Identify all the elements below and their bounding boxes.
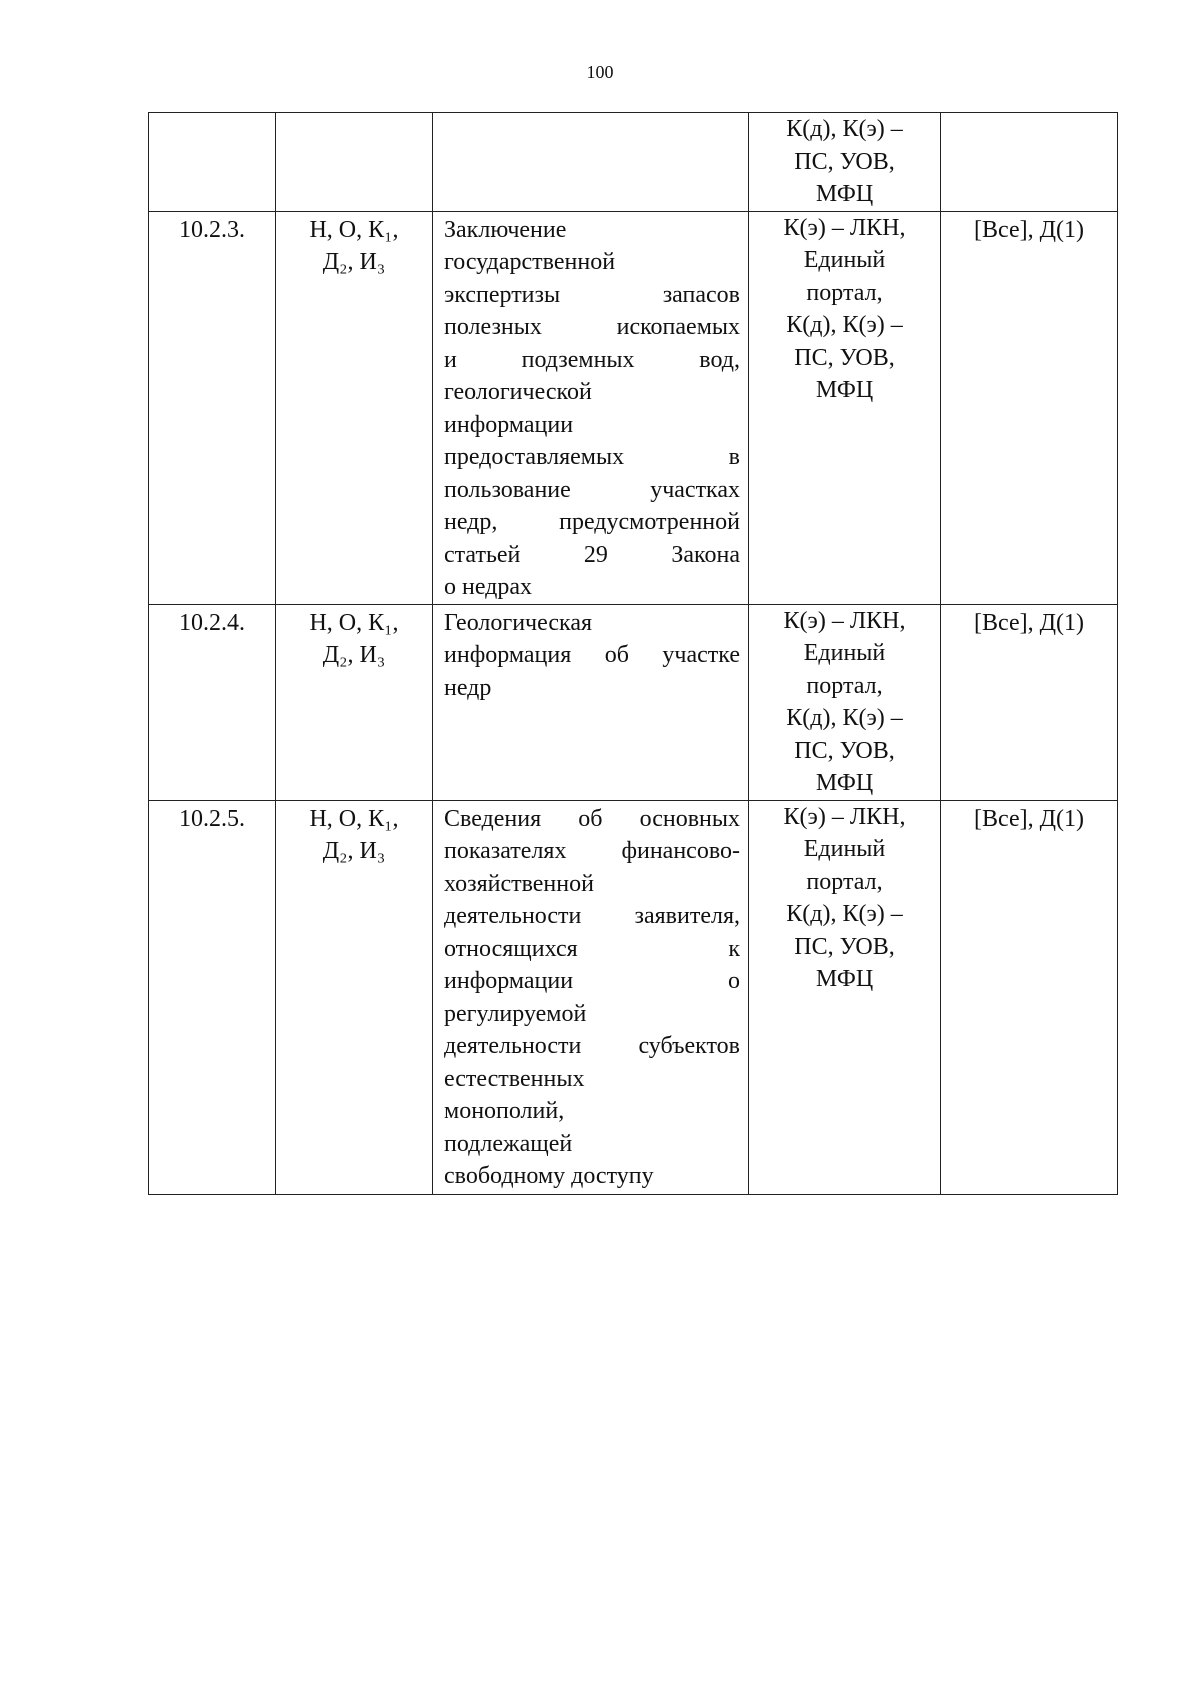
row-access: [Все], Д(1) (941, 211, 1118, 604)
row-description (433, 800, 749, 1194)
description-line: показателях финансово- (444, 838, 740, 864)
description-line: геологической (444, 379, 592, 405)
description-line: государственной (444, 249, 616, 275)
channel-line: МФЦ (815, 966, 874, 992)
row-number: 10.2.5. (149, 800, 276, 1194)
row-codes (276, 113, 433, 212)
row-codes (276, 211, 433, 604)
channel-line: Единый (803, 247, 886, 273)
page-number: 100 (586, 62, 614, 82)
row-channels (749, 211, 941, 604)
table-row (149, 800, 1118, 1194)
description-line: экспертизы запасов (444, 281, 740, 308)
channel-line: К(д), К(э) – (786, 705, 903, 731)
description-line: Геологическая (444, 609, 593, 636)
description-line: Сведения об основных (444, 805, 740, 832)
channel-line: К(д), К(э) – (786, 312, 903, 338)
description-line: монополий, (444, 1098, 565, 1124)
row-number: 10.2.3. (149, 211, 276, 604)
description-line: естественных (444, 1065, 585, 1092)
channel-line: портал, (806, 672, 883, 699)
description-line: деятельности заявителя, (444, 903, 740, 929)
description-line: о недрах (444, 574, 533, 600)
row-codes (276, 604, 433, 800)
description-line: статьей 29 Закона (444, 541, 740, 568)
description-line: относящихся к (444, 935, 740, 962)
description-line: предоставляемых в (444, 444, 740, 470)
channel-line: К(э) – ЛКН, (783, 607, 906, 634)
row-channels (749, 800, 941, 1194)
description-line: деятельности субъектов (444, 1033, 740, 1059)
description-line: Заключение (444, 216, 567, 243)
description-line: информация об участке (444, 642, 740, 668)
description-line: подлежащей (444, 1130, 573, 1157)
description-line: и подземных вод, (444, 346, 740, 373)
row-access: [Все], Д(1) (941, 800, 1118, 1194)
channel-line: К(д), К(э) – (786, 116, 903, 142)
table-row (149, 113, 1118, 212)
channel-line: МФЦ (815, 377, 874, 403)
row-channels (749, 604, 941, 800)
channel-line: К(д), К(э) – (786, 901, 903, 927)
row-description (433, 211, 749, 604)
table-row (149, 604, 1118, 800)
channel-line: Единый (803, 836, 886, 862)
row-description (433, 604, 749, 800)
channel-line: портал, (806, 868, 883, 895)
codes-line: Д₂, И₃ (322, 838, 386, 864)
description-line: полезных ископаемых (444, 314, 740, 340)
channel-line: МФЦ (815, 181, 874, 207)
description-line: свободному доступу (444, 1163, 654, 1189)
channel-line: К(э) – ЛКН, (783, 214, 906, 241)
channel-line: ПС, УОВ, (794, 933, 895, 960)
row-number: 10.2.4. (149, 604, 276, 800)
codes-line: Д₂, И₃ (322, 249, 386, 275)
description-line: регулируемой (444, 1000, 587, 1027)
row-access (941, 113, 1118, 212)
description-line: недр (444, 674, 492, 701)
description-line: информации (444, 411, 574, 438)
channel-line: ПС, УОВ, (794, 148, 895, 175)
channel-line: Единый (803, 640, 886, 666)
description-line: хозяйственной (444, 870, 594, 897)
channel-line: МФЦ (815, 770, 874, 796)
row-description (433, 113, 749, 212)
channel-line: ПС, УОВ, (794, 737, 895, 764)
description-line: недр, предусмотренной (444, 509, 740, 535)
codes-line: Н, О, К₁, (309, 805, 399, 832)
codes-line: Н, О, К₁, (309, 609, 399, 636)
channel-line: К(э) – ЛКН, (783, 803, 906, 830)
codes-line: Д₂, И₃ (322, 642, 386, 668)
row-codes (276, 800, 433, 1194)
codes-line: Н, О, К₁, (309, 216, 399, 243)
row-access: [Все], Д(1) (941, 604, 1118, 800)
table-row (149, 211, 1118, 604)
description-line: пользование участках (444, 476, 740, 503)
document-table (148, 112, 1118, 1195)
channel-line: портал, (806, 279, 883, 306)
row-channels (749, 113, 941, 212)
description-line: информации о (444, 968, 740, 994)
row-number (149, 113, 276, 212)
channel-line: ПС, УОВ, (794, 344, 895, 371)
